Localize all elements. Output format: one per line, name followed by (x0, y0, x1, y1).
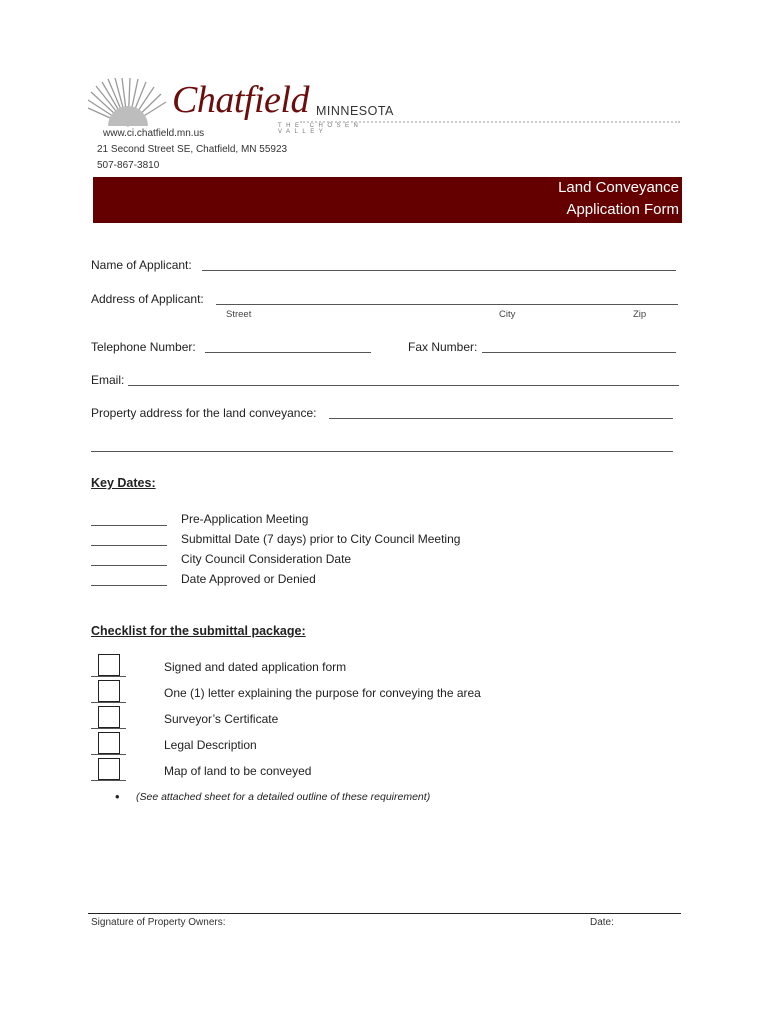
signature-rule (88, 913, 681, 914)
telephone-label: Telephone Number: (91, 340, 196, 354)
signature-date-label: Date: (590, 917, 614, 928)
telephone-field[interactable] (205, 352, 371, 353)
checklist-underline (91, 676, 126, 677)
zip-caption: Zip (633, 309, 647, 320)
street-caption: Street (226, 309, 252, 320)
checklist-underline (91, 702, 126, 703)
name-field[interactable] (202, 270, 676, 271)
property-address-label: Property address for the land conveyance: (91, 406, 317, 420)
key-date-field[interactable] (91, 585, 167, 586)
header-dotted-rule (300, 121, 680, 123)
key-date-label: City Council Consideration Date (181, 552, 352, 566)
email-field[interactable] (128, 385, 679, 386)
header-phone: 507-867-3810 (97, 160, 160, 171)
checklist-checkbox[interactable] (98, 732, 120, 754)
header-address: 21 Second Street SE, Chatfield, MN 55923 (97, 144, 288, 155)
email-label: Email: (91, 373, 125, 387)
fax-field[interactable] (482, 352, 676, 353)
sunrise-logo-icon (88, 78, 168, 128)
checklist-checkbox[interactable] (98, 654, 120, 676)
key-date-label: Submittal Date (7 days) prior to City Council Meeting (181, 532, 461, 546)
title-banner (93, 177, 682, 223)
checklist-heading: Checklist for the submittal package: (91, 624, 306, 638)
key-date-label: Date Approved or Denied (181, 572, 316, 586)
checklist-underline (91, 754, 126, 755)
note-bullet: • (115, 789, 120, 804)
property-address-field[interactable] (329, 418, 673, 419)
header-website: www.ci.chatfield.mn.us (103, 128, 205, 139)
title-line-1: Land Conveyance (558, 179, 679, 196)
signature-owners-label: Signature of Property Owners: (91, 917, 226, 928)
name-label: Name of Applicant: (91, 258, 192, 272)
logo-state: MINNESOTA (316, 104, 394, 118)
checklist-label: Signed and dated application form (164, 660, 347, 674)
checklist-label: Legal Description (164, 738, 257, 752)
checklist-underline (91, 728, 126, 729)
checklist-note: (See attached sheet for a detailed outline of these requirement) (136, 791, 431, 803)
key-dates-heading: Key Dates: (91, 476, 156, 490)
fax-label: Fax Number: (408, 340, 478, 354)
key-date-field[interactable] (91, 565, 167, 566)
address-field[interactable] (216, 304, 678, 305)
key-date-label: Pre-Application Meeting (181, 512, 309, 526)
checklist-underline (91, 780, 126, 781)
checklist-checkbox[interactable] (98, 758, 120, 780)
key-date-field[interactable] (91, 545, 167, 546)
checklist-checkbox[interactable] (98, 680, 120, 702)
logo-tagline: THE CHOSEN VALLEY (278, 123, 363, 135)
title-line-2: Application Form (566, 201, 679, 218)
logo-name: Chatfield (172, 79, 309, 121)
city-caption: City (499, 309, 516, 320)
key-date-field[interactable] (91, 525, 167, 526)
property-address-field-2[interactable] (91, 451, 673, 452)
checklist-label: One (1) letter explaining the purpose for conveying the area (164, 686, 481, 700)
checklist-label: Map of land to be conveyed (164, 764, 312, 778)
checklist-label: Surveyor’s Certificate (164, 712, 279, 726)
checklist-checkbox[interactable] (98, 706, 120, 728)
address-label: Address of Applicant: (91, 292, 204, 306)
